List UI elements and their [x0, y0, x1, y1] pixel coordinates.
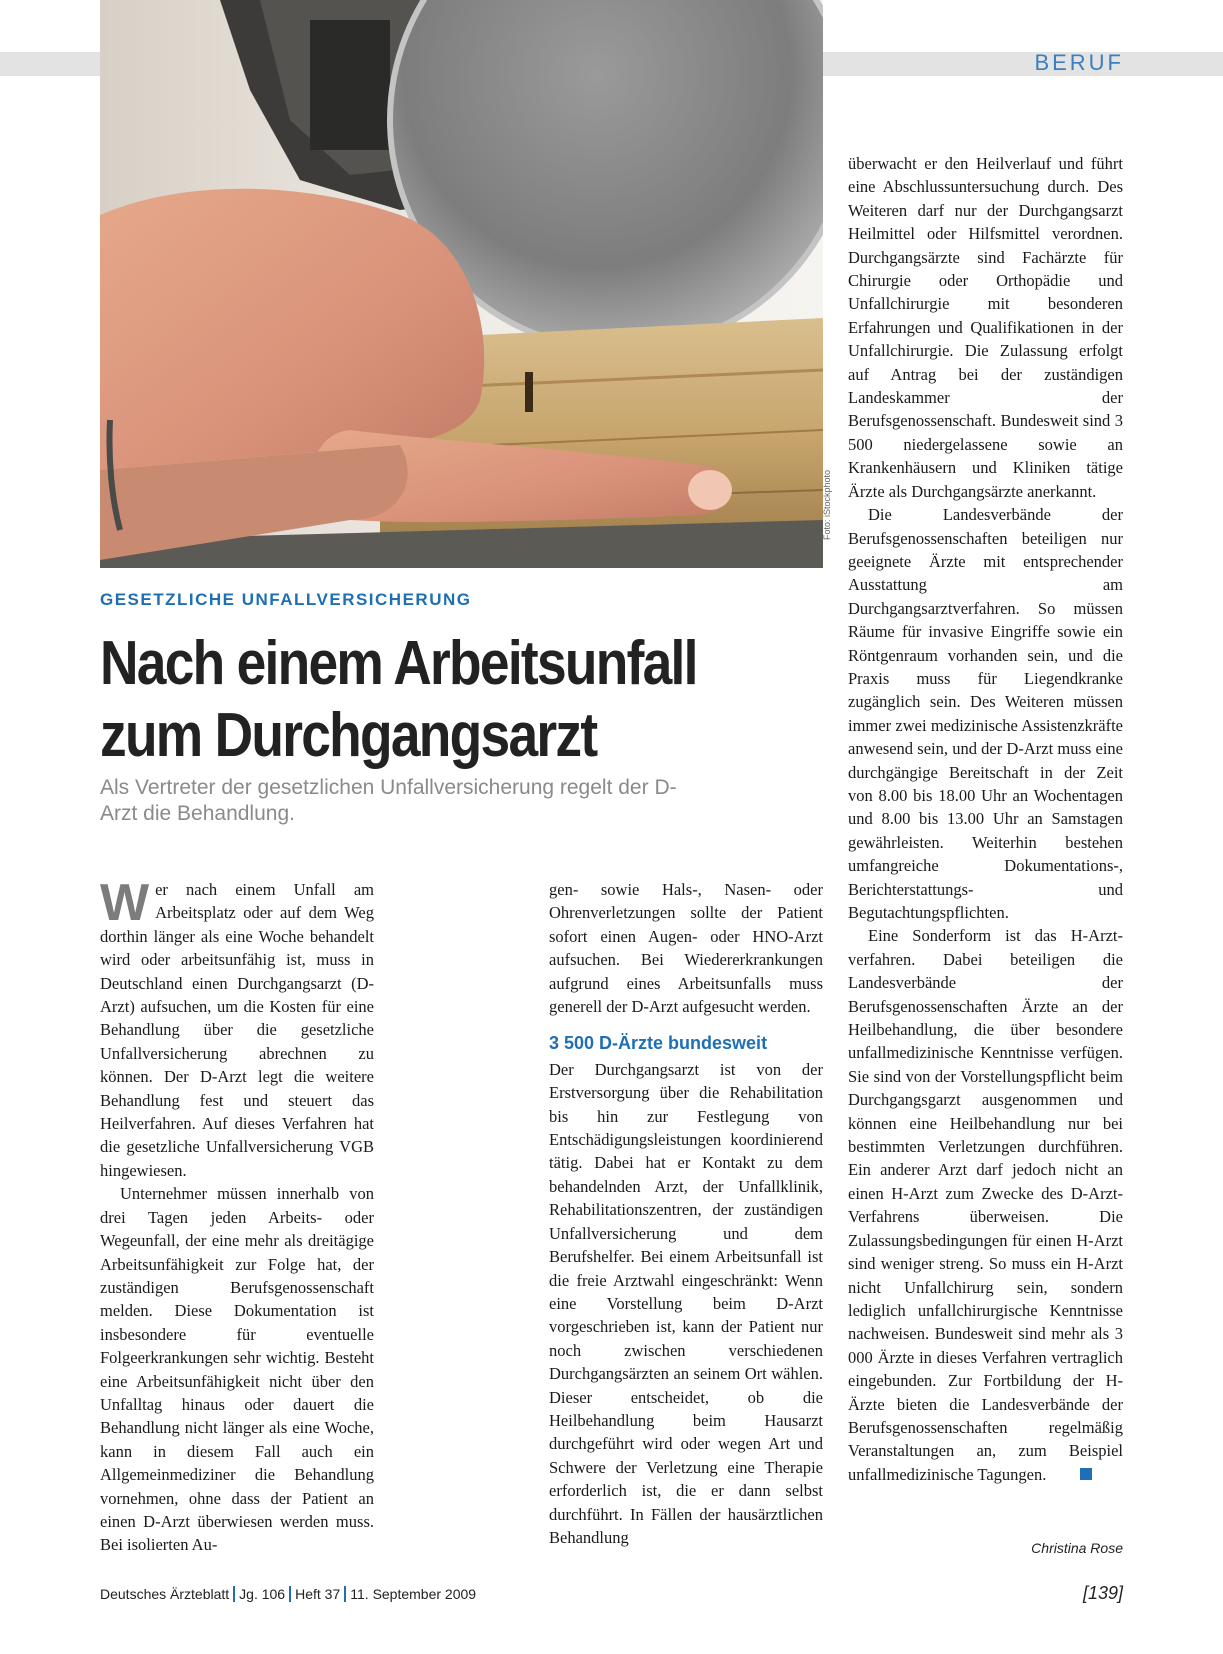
footer-issue: Heft 37: [295, 1586, 341, 1602]
footer-publication: Deutsches Ärzteblatt: [100, 1586, 230, 1602]
page-number: [139]: [1082, 1583, 1123, 1603]
photo-credit: Foto: iStockphoto: [822, 469, 832, 540]
paragraph-intro: [100, 874, 374, 1182]
paragraph: überwacht er den Heilverlauf und führt eine Abschlussuntersuchung durch. Des Weiteren darf nur der Durchgangsarzt Heilmittel oder Hilfsmittel verordnen. Durchgangsärzte sind Fachärzte für Chirurgie oder Orthopädie und Unfallchirurgie mit besonderen Erfahrungen und Qualifikationen in der Unfallchirurgie. Die Zulassung erfolgt auf Antrag bei der zuständigen Landeskammer der Berufsgenossenschaft. Bundesweit sind 3 500 niedergelassene sowie an Krankenhäusern und Kliniken tätige Ärzte als Durchgangsärzte anerkannt.: [848, 154, 1123, 501]
article-headline: Nach einem Arbeitsunfall zum Durchgangsarzt: [100, 629, 697, 770]
page-footer: [100, 1586, 476, 1602]
paragraph-final: [848, 924, 1123, 1486]
drop-cap: W: [100, 874, 150, 932]
article-column-3: [848, 152, 1123, 1486]
author-name: Christina Rose: [1031, 1540, 1123, 1556]
article-column-2: [549, 878, 823, 1549]
paragraph: gen- sowie Hals-, Nasen- oder Ohrenverletzungen sollte der Patient sofort einen Augen- oder HNO-Arzt aufsuchen. Bei Wiedererkrankungen aufgrund eines Arbeitsunfalls muss generell der D-Arzt aufgesucht werden.: [549, 880, 823, 1017]
footer-separator: [344, 1586, 346, 1602]
footer-separator: [233, 1586, 235, 1602]
article-subtitle: Als Vertreter der gesetzlichen Unfallversicherung regelt der D-Arzt die Behandlung.: [100, 776, 677, 825]
footer-volume: Jg. 106: [239, 1586, 286, 1602]
paragraph-final-text: Eine Sonderform ist das H-Arzt-verfahren. Dabei beteiligen die Landesverbände der Berufsgenossenschaften Ärzte an der Heilbehandlung, die über besondere unfallmedizinische Kenntnisse verfügen. Sie sind von der Vorstellungspflicht beim Durchgangsgarzt ausgenommen und können eine Heilbehandlung nur bei bestimmten Verletzungen durchführen. Ein anderer Arzt darf jedoch nicht an einen H-Arzt zum Zwecke des D-Arzt-Verfahrens überweisen. Die Zulassungsbedingungen für einen H-Arzt sind weniger streng. So muss ein H-Arzt nicht Unfallchirurg sein, sondern lediglich unfallchirurgische Kenntnisse nachweisen. Bundesweit sind mehr als 3 000 Ärzte in dieses Verfahren vertraglich eingebunden. Zur Fortbildung der H-Ärzte bieten die Landesverbände der Berufsgenossenschaften regelmäßig Veranstaltungen an, zum Beispiel unfallmedizinische Tagungen.: [848, 926, 1123, 1484]
section-subheading: 3 500 D-Ärzte bundesweit: [549, 1033, 768, 1054]
end-of-article-square-icon: [1080, 1468, 1092, 1480]
paragraph: Unternehmer müssen innerhalb von drei Tagen jeden Arbeits- oder Wegeunfall, der eine mehr als dreitägige Arbeitsunfähigkeit zur Folge hat, der zuständigen Berufsgenossenschaft melden. Diese Dokumentation ist insbesondere für eventuelle Folgeerkrankungen sehr wichtig. Besteht eine Arbeitsunfähigkeit nicht über den Unfalltag hinaus oder dauert die Behandlung nicht länger als eine Woche, kann in diesem Fall auch ein Allgemeinmediziner die Behandlung vornehmen, ohne dass der Patient an einen D-Arzt überwiesen werden muss. Bei isolierten Au-: [100, 1184, 374, 1555]
paragraph-intro-text: er nach einem Unfall am Arbeitsplatz oder auf dem Weg dorthin länger als eine Woche behandelt wird oder arbeitsunfähig ist, muss in Deutschland einen Durchgangsarzt (D-Arzt) aufsuchen, um die Kosten für eine Behandlung über die gesetzliche Unfallversicherung abrechnen zu können. Der D-Arzt legt die weitere Behandlung fest und steuert das Heilverfahren. Auf dieses Verfahren hat die gesetzliche Unfallversicherung VGB hingewiesen.: [100, 880, 374, 1180]
paragraph: Die Landesverbände der Berufsgenossenschaften beteiligen nur geeignete Ärzte mit entsprechender Ausstattung am Durchgangsarztverfahren. So müssen Räume für invasive Eingriffe sowie ein Röntgenraum vorhanden sein, und die Praxis muss für Liegendkranke zugänglich sein. Des Weiteren müssen immer zwei medizinische Assistenzkräfte anwesend sein, und der D-Arzt muss eine durchgängige Bereitschaft in der Zeit von 8.00 bis 18.00 Uhr an Wochentagen und 8.00 bis 13.00 Uhr an Samstagen gewährleisten. Weiterhin bestehen umfangreiche Dokumentations-, Berichterstattungs- und Begutachtungspflichten.: [848, 505, 1123, 922]
footer-date: 11. September 2009: [350, 1586, 477, 1602]
header-band-left: [0, 52, 100, 76]
paragraph: Der Durchgangsarzt ist von der Erstversorgung über die Rehabilitation bis hin zur Festlegung von Entschädigungsleistungen koordinierend tätig. Dabei hat er Kontakt zu dem behandelnden Arzt, der Unfallklinik, Rehabilitationszentren, der zuständigen Unfallversicherung und dem Berufshelfer. Bei einem Arbeitsunfall ist die freie Arztwahl eingeschränkt: Wenn eine Vorstellung beim D-Arzt vorgeschrieben ist, kann der Patient nur noch zwischen verschiedenen Durchgangsärzten an seinem Ort wählen. Dieser entscheidet, ob die Heilbehandlung beim Hausarzt durchgeführt wird oder wegen Art und Schwere der Verletzung eine Therapie erforderlich ist, die er dann selbst durchführt. In Fällen der hausärztlichen Behandlung: [549, 1059, 823, 1547]
article-photo: [100, 0, 823, 568]
circular-saw-photo: [100, 0, 823, 568]
article-kicker: GESETZLICHE UNFALLVERSICHERUNG: [100, 590, 472, 609]
article-column-1: [100, 874, 374, 1557]
footer-separator: [289, 1586, 291, 1602]
section-label: BERUF: [1034, 50, 1124, 75]
